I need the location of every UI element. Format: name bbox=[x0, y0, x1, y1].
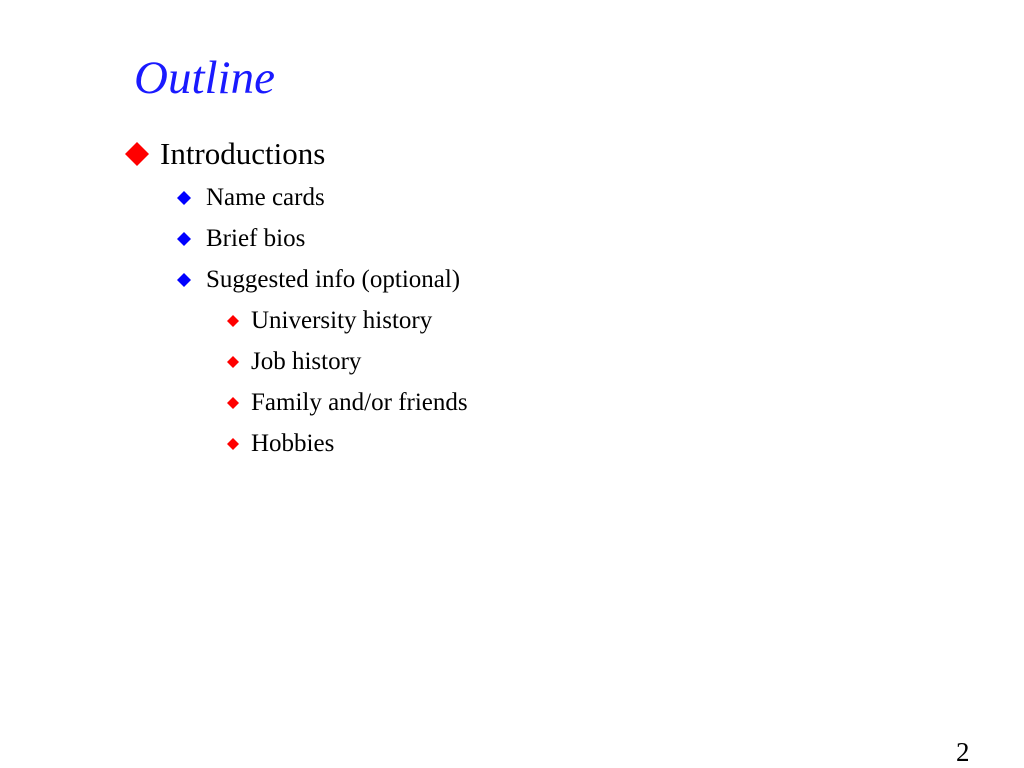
diamond-icon bbox=[176, 190, 192, 206]
bullet-brief-bios bbox=[174, 224, 305, 254]
bullet-text: Suggested info (optional) bbox=[206, 266, 461, 293]
bullet-hobbies bbox=[224, 429, 334, 459]
diamond-icon bbox=[226, 314, 240, 328]
diamond-icon bbox=[176, 272, 192, 288]
diamond-icon bbox=[124, 141, 150, 167]
bullet-suggested-info bbox=[174, 265, 460, 295]
bullet-text: Job history bbox=[251, 348, 362, 375]
bullet-text: Hobbies bbox=[251, 430, 335, 457]
bullet-name-cards bbox=[174, 183, 325, 213]
diamond-icon bbox=[226, 355, 240, 369]
bullet-introductions bbox=[124, 136, 325, 172]
diamond-icon bbox=[226, 437, 240, 451]
bullet-family-friends bbox=[224, 388, 468, 418]
page-number: 2 bbox=[956, 737, 970, 767]
diamond-icon bbox=[176, 231, 192, 247]
slide-title: Outline bbox=[134, 52, 275, 104]
bullet-text: Introductions bbox=[160, 136, 326, 171]
bullet-text: Name cards bbox=[206, 184, 325, 211]
bullet-text: Family and/or friends bbox=[251, 389, 468, 416]
bullet-university-history bbox=[224, 306, 432, 336]
bullet-text: Brief bios bbox=[206, 225, 306, 252]
diamond-icon bbox=[226, 396, 240, 410]
bullet-job-history bbox=[224, 347, 361, 377]
bullet-text: University history bbox=[251, 307, 433, 334]
